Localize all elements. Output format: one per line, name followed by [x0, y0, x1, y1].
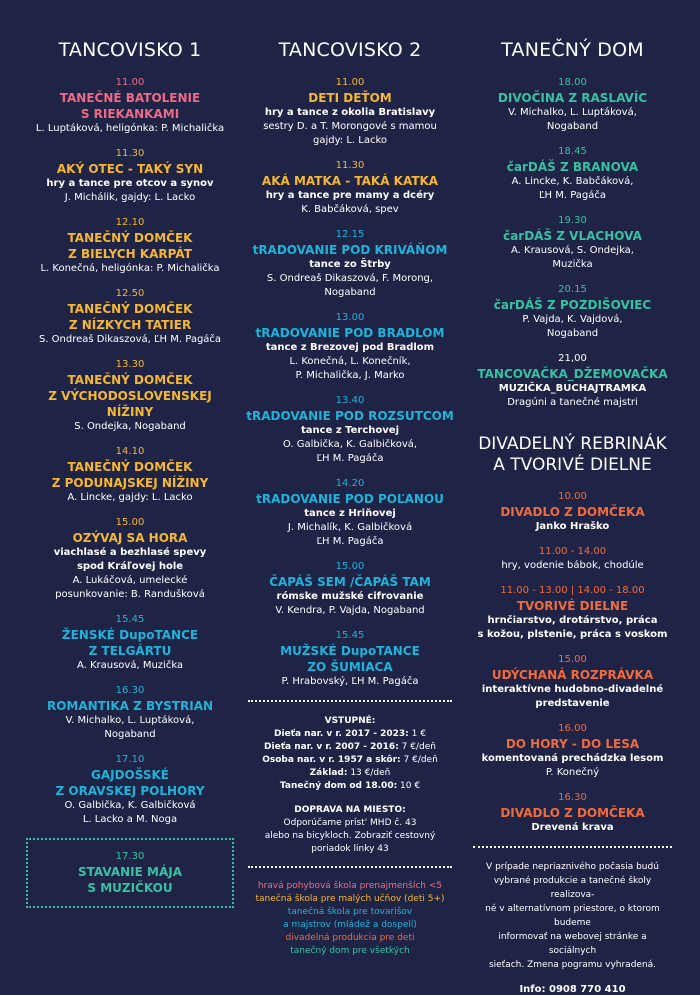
column-title: TANCOVISKO 1 — [58, 39, 202, 61]
event-performers-line: S. Ondejka, Nogaband — [74, 421, 186, 432]
event-time: 18.00 — [558, 77, 587, 88]
event-title-line: TANCOVAČKA_DŽEMOVAČKA — [477, 367, 668, 381]
event-title-line: Z TELGÁRTU — [88, 644, 172, 658]
event-performers-line: P. Konečný — [545, 767, 600, 778]
section-title-line: DIVADELNÝ REBRINÁK — [478, 434, 667, 454]
column-tancovisko-2 — [240, 38, 460, 958]
event-subtitle-line: rómske mužské cifrovanie — [276, 591, 424, 602]
event-list — [465, 76, 680, 410]
event-performers-line: P. Vajda, K. Vajdová, — [522, 314, 623, 325]
event-title-line: ČAPÁŠ SEM /ČAPÁŠ TAM — [269, 575, 431, 589]
event-block — [240, 629, 460, 689]
legend-item: tanečná škola pre tovarišov — [287, 907, 413, 917]
ticket-value: 1 € — [408, 729, 426, 739]
event-performers-line: Muzička — [552, 259, 593, 270]
event-title-line: čarDÁŠ Z BRANOVA — [506, 160, 639, 174]
event-block — [240, 76, 460, 148]
event-block — [465, 283, 680, 341]
section-title-line: A TVORIVÉ DIELNE — [493, 455, 652, 475]
event-block — [20, 358, 240, 434]
event-list — [240, 76, 460, 689]
event-performers-line: J. Michálik, gajdy: L. Lacko — [64, 192, 196, 203]
event-subtitle-line: tance z Brezovej pod Bradlom — [265, 342, 435, 353]
event-time: 12.15 — [335, 229, 365, 240]
event-time: 16.30 — [558, 792, 587, 803]
event-subtitle-line: hrnčiarstvo, drotárstvo, práca — [487, 615, 658, 626]
event-performers-line: posunkovanie: B. Randušková — [55, 589, 205, 600]
event-title-line: Z BIELYCH KARPÁT — [68, 247, 192, 261]
note-line: V prípade nepriaznivého počasia budú — [486, 862, 659, 872]
event-title-line: NÍŽINY — [106, 405, 154, 419]
event-title-line: UDÝCHANÁ ROZPRÁVKA — [491, 668, 654, 682]
event-title-line: TANEČNÝ DOMČEK — [67, 373, 193, 387]
event-title-line: OZÝVAJ SA HORA — [72, 531, 188, 545]
ticket-label: Základ: — [309, 768, 348, 778]
event-block — [20, 753, 240, 827]
ticket-value: 7 €/deň — [398, 742, 436, 752]
event-list — [465, 490, 680, 835]
event-performers-line: Dragúni a tanečné majstri — [507, 397, 638, 408]
event-title-line: TANEČNÝ DOMČEK — [67, 302, 193, 316]
event-block — [240, 228, 460, 300]
event-block — [465, 76, 680, 134]
event-block — [20, 445, 240, 505]
event-subtitle-line: tance z Terchovej — [301, 425, 399, 436]
event-list — [20, 76, 240, 827]
ticket-heading: VSTUPNÉ: — [324, 716, 376, 726]
event-performers-line: K. Babčáková, spev — [301, 204, 399, 215]
event-performers-line: Nogaband — [104, 729, 156, 740]
note-line: né v alternatívnom priestore, o ktorom budeme — [485, 904, 660, 928]
event-block — [465, 653, 680, 711]
event-title-line: AKÝ OTEC - TAKÝ SYN — [56, 162, 204, 176]
ticket-line — [240, 728, 460, 741]
transport-info — [240, 803, 460, 856]
event-time: 13.00 — [335, 312, 365, 323]
event-time: 15.45 — [335, 630, 365, 641]
event-performers-line: L. Lacko a M. Noga — [82, 814, 178, 825]
event-subtitle-line: komentovaná prechádzka lesom — [481, 753, 664, 764]
event-block — [240, 477, 460, 549]
event-title-line: Z PODUNAJSKEJ NÍŽINY — [51, 476, 209, 490]
event-performers-line: V. Kendra, P. Vajda, Nogaband — [275, 605, 425, 616]
weather-note — [475, 860, 670, 972]
transport-heading: DOPRAVA NA MIESTO: — [294, 805, 406, 815]
event-subtitle-line: s kožou, plstenie, práca s voskom — [477, 629, 668, 640]
event-time: 13.30 — [115, 359, 145, 370]
event-title-line: tRADOVANIE POD ROZSUTCOM — [246, 409, 454, 423]
transport-line: alebo na bicykloch. Zobraziť cestovný — [264, 831, 436, 841]
event-time: 19.30 — [558, 215, 587, 226]
event-performers-line: A. Lukáčová, umelecké — [72, 575, 188, 586]
event-performers-line: L. Konečná, heligónka: P. Michalička — [40, 263, 220, 274]
transport-line: Odporúčame príst' MHD č. 43 — [283, 818, 417, 828]
legend-item: divadelná produkcia pre deti — [285, 933, 415, 943]
ticket-value: 7 €/deň — [400, 755, 438, 765]
event-performers-line: sestry D. a T. Morongové s mamou — [263, 121, 437, 132]
event-subtitle-line: Janko Hraško — [535, 521, 610, 532]
event-time: 12.10 — [115, 217, 145, 228]
event-time: 15.00 — [115, 517, 145, 528]
ticket-line — [240, 767, 460, 780]
ticket-line — [240, 754, 460, 767]
dotted-divider — [248, 700, 452, 702]
event-title-line: AKÁ MATKA - TAKÁ KATKA — [261, 174, 439, 188]
event-block — [20, 76, 240, 136]
transport-line: poriadok linky 43 — [311, 844, 389, 854]
event-block — [20, 147, 240, 205]
ticket-info — [240, 714, 460, 793]
event-title-line: TANEČNÉ BATOLENIE — [59, 91, 201, 105]
event-time: 12.50 — [115, 288, 145, 299]
event-title-line: ŽENSKÉ DupoTANCE — [61, 628, 199, 642]
event-time: 11.00 - 13.00 | 14.00 - 18.00 — [500, 585, 645, 596]
event-title-line: DO HORY - DO LESA — [505, 737, 640, 751]
event-time: 17.30 — [115, 851, 145, 862]
event-performers-line: J. Michalík, K. Galbičková — [287, 522, 413, 533]
event-performers-line: P. Michalička, J. Marko — [295, 370, 405, 381]
event-title-line: DETI DEŤOM — [308, 91, 392, 105]
ticket-line — [240, 741, 460, 754]
column-tancovisko-1 — [20, 38, 240, 908]
event-block — [240, 159, 460, 217]
event-title-line: GAJDOŠSKÉ — [90, 768, 169, 782]
event-time: 11.00 - 14.00 — [538, 546, 607, 557]
ticket-label: Dieťa nar. v r. 2007 - 2016: — [264, 742, 399, 752]
event-time: 10.00 — [558, 491, 587, 502]
event-title-line: ZO ŠUMIACA — [307, 660, 393, 674]
event-performers-line: O. Galbička, K. Galbičková, — [282, 439, 418, 450]
event-block — [465, 722, 680, 780]
ticket-line — [240, 780, 460, 793]
event-performers-line: Nogaband — [324, 287, 376, 298]
event-performers-line: ĽH M. Pagáča — [538, 190, 607, 201]
event-title-line: DIVADLO Z DOMČEKA — [500, 806, 645, 820]
event-performers-line: V. Michalko, L. Luptáková, — [508, 107, 637, 118]
event-block — [240, 394, 460, 466]
ticket-value: 13 €/deň — [347, 768, 391, 778]
event-time: 15.00 — [558, 654, 587, 665]
boxed-event — [26, 838, 234, 908]
event-subtitle-line: predstavenie — [535, 698, 610, 709]
event-title-line: tRADOVANIE POD POĽANOU — [256, 492, 444, 506]
event-performers-line: V. Michalko, L. Luptáková, — [65, 715, 195, 726]
column-title: TANEČNÝ DOM — [501, 39, 644, 61]
event-time: 17.10 — [115, 754, 145, 765]
event-title-line: TANEČNÝ DOMČEK — [67, 231, 193, 245]
event-performers-line: L. Luptáková, heligónka: P. Michalička — [35, 123, 225, 134]
event-performers-line: gajdy: L. Lacko — [312, 135, 388, 146]
event-time: 11.30 — [115, 148, 145, 159]
column-tanecny-dom — [465, 38, 680, 995]
legend-item: tanečný dom pre všetkých — [290, 946, 410, 956]
event-title-line: tRADOVANIE POD BRADLOM — [255, 326, 445, 340]
event-title-line: čarDÁŠ Z VLACHOVA — [503, 229, 642, 243]
event-block — [240, 560, 460, 618]
event-subtitle-line: spod Kráľovej hole — [76, 561, 184, 572]
ticket-label: Tanečný dom od 18.00: — [279, 781, 398, 791]
legend-item: tanečná škola pre malých učňov (deti 5+) — [255, 894, 445, 904]
event-performers-line: L. Konečná, L. Konečník, — [289, 356, 411, 367]
ticket-value: 10 € — [397, 781, 421, 791]
event-subtitle-line: tance z Hriňovej — [304, 508, 396, 519]
event-time: 14.10 — [115, 446, 145, 457]
event-title-line: STAVANIE MÁJA — [78, 865, 182, 879]
event-block — [465, 545, 680, 573]
event-time: 16.30 — [115, 685, 145, 696]
event-performers-line: hry, vodenie bábok, chodúle — [501, 560, 644, 571]
event-title-line: Z ORAVSKEJ POLHORY — [55, 784, 205, 798]
event-subtitle-line: tance zo Štrby — [309, 259, 391, 270]
event-performers-line: A. Lincke, K. Babčáková, — [511, 176, 634, 187]
note-line: vybrané produkcie a tanečné školy realizova- — [493, 876, 652, 900]
event-performers-line: A. Lincke, gajdy: L. Lacko — [67, 492, 193, 503]
event-title-line: S MUZIČKOU — [87, 881, 173, 895]
event-block — [465, 584, 680, 642]
event-block — [465, 490, 680, 534]
event-performers-line: Nogaband — [546, 121, 599, 132]
event-time: 11.30 — [335, 160, 365, 171]
event-performers-line: A. Krausová, S. Ondejka, — [510, 245, 634, 256]
event-time: 15.00 — [335, 561, 365, 572]
ticket-label: Dieťa nar. v r. 2017 - 2023: — [274, 729, 409, 739]
event-subtitle-line: viachlasé a bezhlasé spevy — [53, 547, 207, 558]
event-performers-line: P. Hrabovský, ĽH M. Pagáča — [281, 676, 419, 687]
column-title: TANCOVISKO 2 — [278, 39, 422, 61]
event-time: 11.00 — [335, 77, 365, 88]
event-title-line: MUŽSKÉ DupoTANCE — [280, 644, 420, 658]
event-title-line: ROMANTIKA Z BYSTRIAN — [46, 699, 214, 713]
event-title-line: Z NÍZKYCH TATIER — [68, 318, 192, 332]
event-subtitle-line: hry a tance pre otcov a synov — [46, 178, 214, 189]
event-title-line: DIVADLO Z DOMČEKA — [500, 505, 645, 519]
note-line: sieťach. Zmena pogramu vyhradená. — [488, 960, 657, 970]
event-block — [465, 791, 680, 835]
event-performers-line: ĽH M. Pagáča — [316, 453, 384, 464]
event-performers-line: A. Krausová, Muzička — [76, 660, 184, 671]
dotted-divider — [248, 866, 452, 868]
dotted-divider — [473, 846, 672, 848]
event-block — [20, 216, 240, 276]
event-title-line: Z VÝCHODOSLOVENSKEJ — [48, 389, 212, 403]
event-title-line: TANEČNÝ DOMČEK — [67, 460, 193, 474]
event-subtitle-line: hry a tance z okolia Bratislavy — [264, 107, 436, 118]
event-performers-line: ĽH M. Pagáča — [316, 536, 384, 547]
event-time: 18.45 — [558, 146, 587, 157]
event-subtitle-line: hry a tance pre mamy a dcéry — [265, 190, 435, 201]
event-block — [20, 684, 240, 742]
contact-info: Info: 0908 770 410 — [519, 984, 626, 995]
legend — [240, 880, 460, 958]
event-title-line: DIVOČINA Z RASLAVÍC — [497, 91, 648, 105]
event-performers-line: S. Ondreaš Dikaszová, ĽH M. Pagáča — [38, 334, 222, 345]
event-title-line: S RIEKANKAMI — [80, 107, 180, 121]
section-title — [465, 434, 680, 476]
event-title-line: TVORIVÉ DIELNE — [516, 599, 629, 613]
event-block — [465, 214, 680, 272]
event-subtitle-line: interaktívne hudobno-divadelné — [481, 684, 664, 695]
event-title-line: tRADOVANIE POD KRIVÁŇOM — [252, 243, 448, 257]
event-block — [20, 516, 240, 602]
event-block — [20, 613, 240, 673]
event-time: 11.00 — [115, 77, 145, 88]
event-time: 20.15 — [558, 284, 587, 295]
legend-item: hravá pohybová škola prenajmenších <5 — [257, 881, 443, 891]
event-performers-line: Nogaband — [546, 328, 599, 339]
event-block — [465, 145, 680, 203]
event-performers-line: O. Galbička, K. Galbičková — [64, 800, 196, 811]
event-block — [240, 311, 460, 383]
event-subtitle-line: Drevená krava — [531, 822, 614, 833]
event-time: 13.40 — [335, 395, 365, 406]
event-time: 16.00 — [558, 723, 587, 734]
event-subtitle-line: MUZIČKA_BUCHAJTRAMKA — [498, 383, 647, 394]
ticket-label: Osoba nar. v r. 1957 a skôr: — [262, 755, 401, 765]
note-line: informovať na webovej stránke a sociálnych — [498, 932, 647, 956]
event-performers-line: S. Ondreaš Dikaszová, F. Morong, — [266, 273, 434, 284]
event-title-line: čarDÁŠ Z POZDIŠOVIEC — [493, 298, 652, 312]
legend-item: a majstrov (mládež a dospelí) — [283, 920, 417, 930]
event-time: 15.45 — [115, 614, 145, 625]
event-time: 21,00 — [558, 353, 587, 364]
event-block — [465, 352, 680, 410]
event-block — [20, 287, 240, 347]
event-time: 14.20 — [335, 478, 365, 489]
